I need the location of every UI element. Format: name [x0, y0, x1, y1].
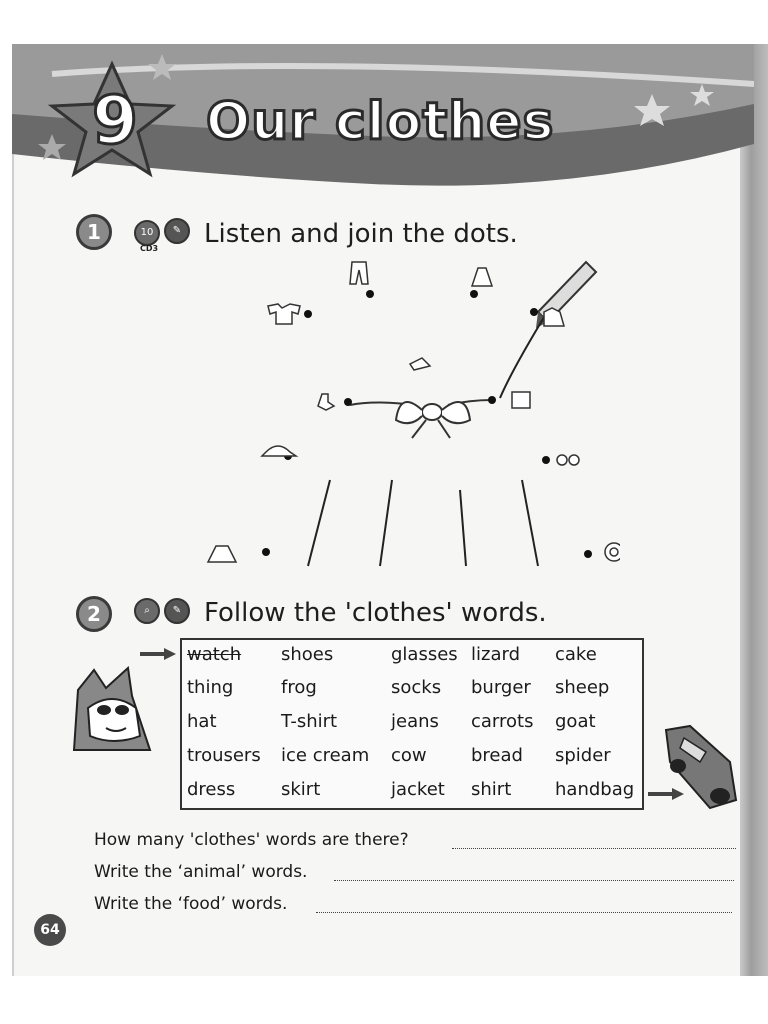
grid-word: jacket — [391, 779, 445, 800]
cd-track-icon: 10 — [134, 220, 160, 246]
question-food-words: Write the ‘food’ words. — [94, 894, 288, 914]
sock-icon — [318, 394, 334, 410]
handbag-icon — [512, 392, 530, 408]
grid-word: thing — [187, 677, 234, 698]
grid-word: jeans — [391, 711, 439, 732]
grid-word: goat — [555, 711, 596, 732]
question-animal-words: Write the ‘animal’ words. — [94, 862, 308, 882]
exercise-1-instruction: Listen and join the dots. — [204, 219, 518, 249]
jacket-icon — [544, 308, 564, 326]
start-arrow-icon — [140, 646, 178, 662]
answer-line[interactable] — [334, 880, 734, 881]
skirt-icon — [208, 546, 236, 562]
grid-word: bread — [471, 745, 523, 766]
grid-word: T-shirt — [281, 711, 338, 732]
page-number: 64 — [34, 914, 66, 946]
grid-word: watch — [187, 644, 242, 665]
grid-word: glasses — [391, 644, 458, 665]
answer-line[interactable] — [452, 848, 736, 849]
t-shirt-icon — [268, 304, 300, 324]
dot-to-dot-drawing — [200, 250, 620, 580]
pencil-icon: ✎ — [164, 598, 190, 624]
pencil-icon: ✎ — [164, 218, 190, 244]
grid-word: sheep — [555, 677, 610, 698]
grid-word: socks — [391, 677, 442, 698]
unit-title: Our clothes — [206, 92, 555, 152]
exercise-1-number: 1 — [76, 214, 112, 250]
grid-word: frog — [281, 677, 317, 698]
cd-label: CD3 — [140, 244, 159, 253]
answer-line[interactable] — [316, 912, 732, 913]
dress-icon — [472, 268, 492, 286]
mascot-illustration — [66, 666, 156, 756]
trousers-icon — [350, 262, 368, 284]
bow-icon — [350, 400, 492, 438]
grid-word: carrots — [471, 711, 534, 732]
grid-word: handbag — [555, 779, 635, 800]
grid-word: hat — [187, 711, 217, 732]
grid-word: cake — [555, 644, 597, 665]
hat-icon — [262, 446, 296, 456]
grid-word: cow — [391, 745, 427, 766]
glasses-icon — [557, 455, 579, 465]
unit-number: 9 — [92, 82, 138, 159]
grid-word: ice cream — [281, 745, 370, 766]
grid-word: spider — [555, 745, 611, 766]
grid-word: shirt — [471, 779, 512, 800]
grid-word: shoes — [281, 644, 334, 665]
watch-icon — [605, 543, 620, 561]
word-grid — [180, 638, 644, 810]
grid-word: dress — [187, 779, 236, 800]
grid-word: lizard — [471, 644, 520, 665]
exercise-2-number: 2 — [76, 596, 112, 632]
grid-word: burger — [471, 677, 531, 698]
question-clothes-count: How many 'clothes' words are there? — [94, 830, 409, 850]
magnifier-icon: ⌕ — [134, 598, 160, 624]
grid-word: trousers — [187, 745, 261, 766]
grid-word: skirt — [281, 779, 321, 800]
exercise-2-instruction: Follow the 'clothes' words. — [204, 598, 547, 628]
shoe-icon — [410, 358, 430, 370]
race-car-illustration — [660, 722, 740, 812]
